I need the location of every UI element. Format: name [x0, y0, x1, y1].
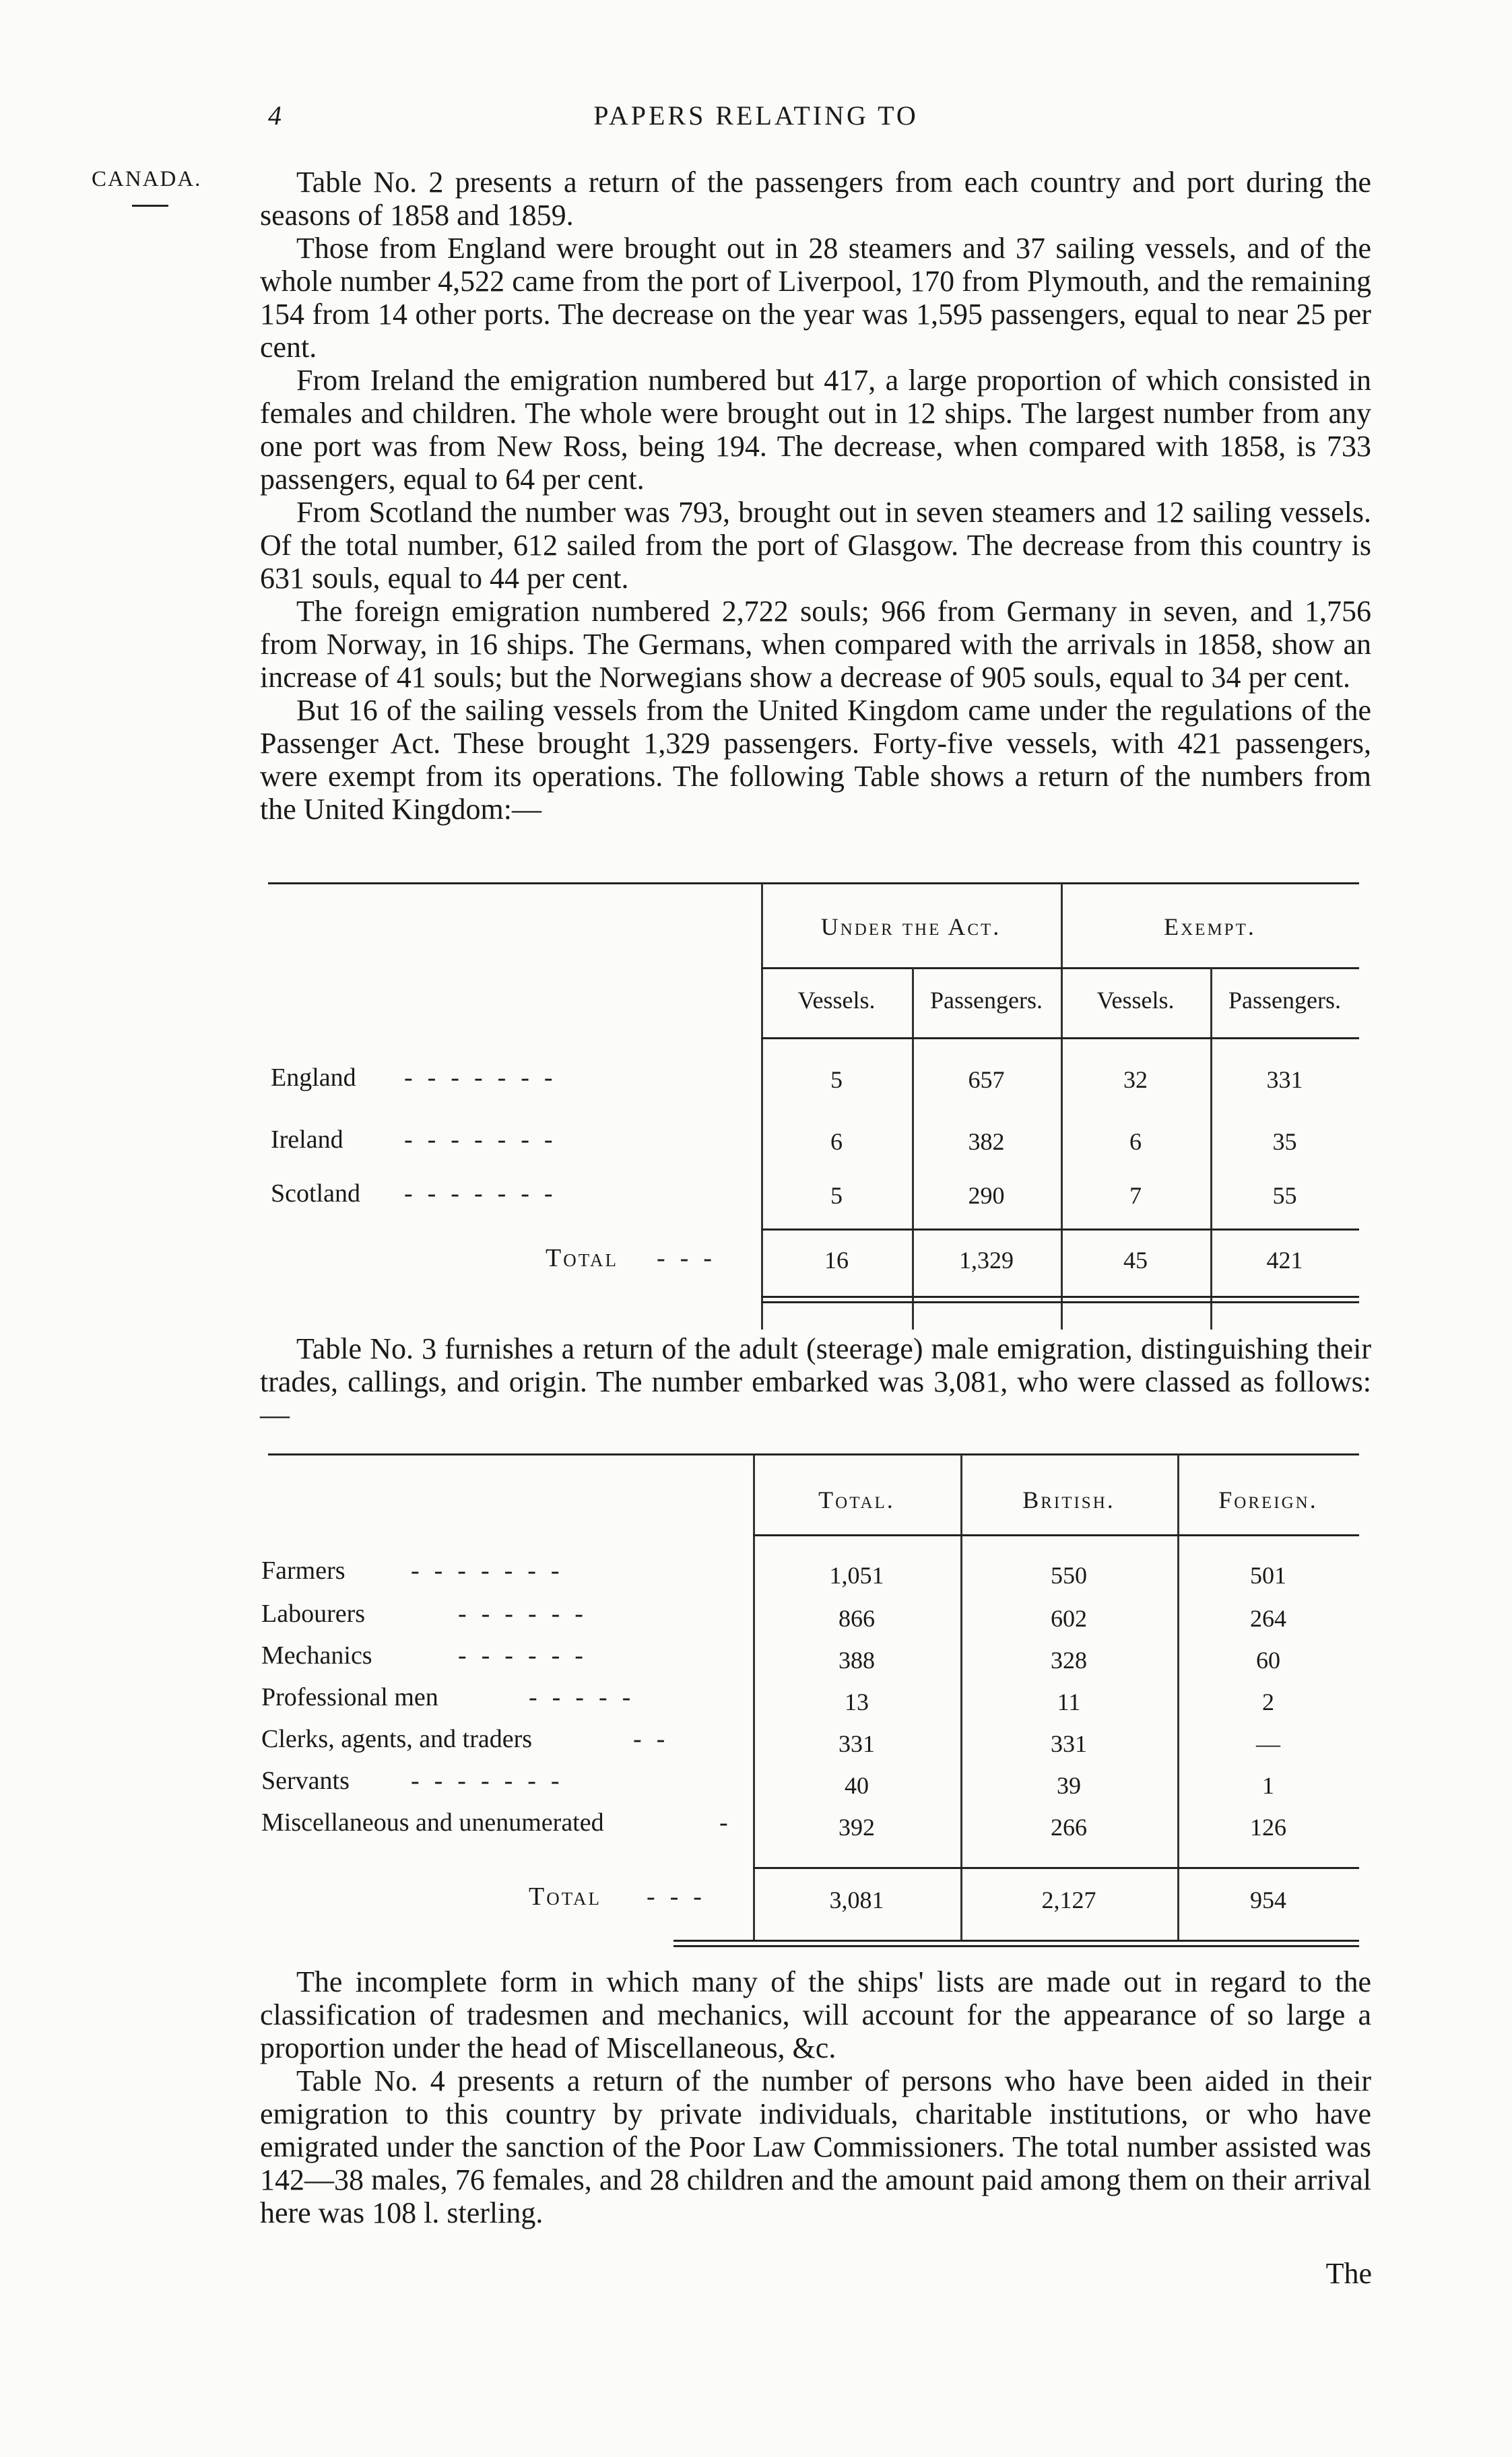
paragraph: The incomplete form in which many of the ships' lists are made out in regard to the classification of tradesmen and mechanics, will account for the appearance of so large a proportion under the head of Miscellaneous, &c. — [260, 1965, 1371, 2064]
leader-dots: - — [719, 1808, 743, 1837]
table-rule — [761, 967, 1359, 969]
table-cell: 5 — [830, 1182, 843, 1209]
table-rule — [753, 1867, 1359, 1869]
margin-dash — [132, 205, 168, 207]
table-rule — [673, 1940, 1359, 1942]
total-cell: 421 — [1266, 1247, 1303, 1274]
total-cell: 3,081 — [829, 1887, 884, 1913]
paragraph: From Ireland the emigration numbered but 417, a large proportion of which consisted in females and children. The whole were brought out in 12 ships. The largest number from any one port was from New Ross, being 194. The decrease, when compared with 1858, is 733 passengers, equal to 64 per cent. — [260, 364, 1371, 496]
leader-dots: ----- — [529, 1683, 646, 1711]
table-cell: 266 — [1051, 1814, 1087, 1841]
total-cell: 2,127 — [1041, 1887, 1096, 1913]
row-label: Servants — [261, 1767, 350, 1795]
table-rule — [753, 1534, 1359, 1536]
row-label: Farmers — [261, 1557, 346, 1585]
leader-dots: ------- — [404, 1063, 568, 1092]
margin-note: CANADA. — [92, 167, 202, 191]
table-cell: 7 — [1129, 1182, 1142, 1209]
table-cell: 40 — [845, 1772, 869, 1799]
table-cell: 392 — [839, 1814, 875, 1841]
paragraph: The foreign emigration numbered 2,722 souls; 966 from Germany in seven, and 1,756 from Norway, in 16 ships. The Germans, when compared with the arrivals in 1858, show an increase of 41 souls; but the Norwegians show a decrease of 905 souls, equal to 34 per cent. — [260, 595, 1371, 694]
table-rule — [761, 1301, 1359, 1303]
leader-dots: -- — [633, 1725, 680, 1753]
table-cell: 6 — [830, 1128, 843, 1155]
paragraph: Those from England were brought out in 28 steamers and 37 sailing vessels, and of the whole number 4,522 came from the port of Liverpool, 170 from Plymouth, and the remaining 154 from 14 other ports. The decrease on the year was 1,595 passengers, equal to near 25 per cent. — [260, 232, 1371, 364]
total-cell: 1,329 — [959, 1247, 1014, 1274]
body-text-bottom — [260, 1965, 1371, 2229]
total-cell: 954 — [1250, 1887, 1286, 1913]
leader-dots: ------- — [411, 1557, 574, 1585]
row-label: Scotland — [271, 1179, 360, 1208]
table-cell: 13 — [845, 1689, 869, 1715]
table-cell: 501 — [1250, 1562, 1286, 1589]
table-cell: 2 — [1262, 1689, 1274, 1715]
table-rule — [761, 1296, 1359, 1298]
total-label: Total — [529, 1882, 602, 1911]
row-label: Labourers — [261, 1600, 366, 1628]
table-cell: 264 — [1250, 1605, 1286, 1632]
paragraph: Table No. 4 presents a return of the number of persons who have been aided in their emigration to this country by private individuals, charitable institutions, or who have emigrated under the sanction of the Poor Law Commissioners. The total number assisted was 142—38 males, 76 females, and 28 children and the amount paid among them on their arrival here was 108 l. sterling. — [260, 2064, 1371, 2229]
table-cell: 331 — [839, 1730, 875, 1757]
table-rule — [673, 1945, 1359, 1947]
leader-dots: ------- — [411, 1767, 574, 1795]
row-label: Professional men — [261, 1683, 438, 1711]
table-cell: 39 — [1057, 1772, 1081, 1799]
table-cell: 55 — [1272, 1182, 1297, 1209]
table-cell: 6 — [1129, 1128, 1142, 1155]
header-exempt: Exempt. — [1164, 913, 1256, 940]
table-cell: 126 — [1250, 1814, 1286, 1841]
table-cell: 1,051 — [829, 1562, 884, 1589]
table-rule — [268, 1453, 1359, 1455]
table-cell: 382 — [968, 1128, 1005, 1155]
table-cell: 602 — [1051, 1605, 1087, 1632]
row-label: Mechanics — [261, 1641, 372, 1670]
leader-dots: ------- — [404, 1179, 568, 1208]
row-label: Clerks, agents, and traders — [261, 1725, 533, 1753]
table-cell: — — [1256, 1730, 1280, 1757]
header-total: Total. — [818, 1486, 895, 1513]
table-cell: 11 — [1057, 1689, 1081, 1715]
header-under-the-act: Under the Act. — [820, 913, 1001, 940]
table-cell: 60 — [1256, 1647, 1280, 1674]
body-text-mid — [260, 1332, 1371, 1431]
header-british: British. — [1022, 1486, 1115, 1513]
total-label: Total — [546, 1244, 619, 1272]
paragraph: Table No. 3 furnishes a return of the adult (steerage) male emigration, distinguishing their trades, callings, and origin. The number embarked was 3,081, who were classed as follows:— — [260, 1332, 1371, 1431]
table-cell: 35 — [1272, 1128, 1297, 1155]
paragraph: But 16 of the sailing vessels from the United Kingdom came under the regulations of the Passenger Act. These brought 1,329 passengers. Forty-five vessels, with 421 passengers, were exempt from its operations. The following Table shows a return of the numbers from the United Kingdom:— — [260, 694, 1371, 826]
table-cell: 328 — [1051, 1647, 1087, 1674]
row-label: Ireland — [271, 1125, 343, 1154]
row-label: England — [271, 1063, 356, 1092]
paragraph: From Scotland the number was 793, brought out in seven steamers and 12 sailing vessels. Of the total number, 612 sailed from the port of Glasgow. The decrease from this country is 631 souls, equal to 44 per cent. — [260, 496, 1371, 595]
leader-dots: ------- — [404, 1125, 568, 1154]
leader-dots: --- — [657, 1244, 727, 1272]
row-label: Miscellaneous and unenumerated — [261, 1808, 604, 1837]
catchword: The — [1325, 2257, 1372, 2290]
total-cell: 16 — [824, 1247, 849, 1274]
leader-dots: ------ — [458, 1600, 598, 1628]
table-cell: 5 — [830, 1066, 843, 1093]
table-cell: 550 — [1051, 1562, 1087, 1589]
table-cell: 331 — [1051, 1730, 1087, 1757]
table-cell: 290 — [968, 1182, 1005, 1209]
subheader-passengers: Passengers. — [930, 987, 1043, 1014]
table-rule — [761, 1228, 1359, 1231]
table-rule — [761, 1037, 1359, 1039]
leader-dots: ------ — [458, 1641, 598, 1670]
table-cell: 866 — [839, 1605, 875, 1632]
leader-dots: --- — [647, 1882, 717, 1911]
subheader-vessels: Vessels. — [797, 987, 876, 1014]
subheader-passengers: Passengers. — [1228, 987, 1341, 1014]
total-cell: 45 — [1123, 1247, 1148, 1274]
header-foreign: Foreign. — [1218, 1486, 1318, 1513]
body-text-top — [260, 166, 1371, 826]
table-cell: 388 — [839, 1647, 875, 1674]
paragraph: Table No. 2 presents a return of the passengers from each country and port during the seasons of 1858 and 1859. — [260, 166, 1371, 232]
page-number: 4 — [268, 100, 282, 131]
table-cell: 1 — [1262, 1772, 1274, 1799]
running-title: PAPERS RELATING TO — [593, 100, 919, 131]
table-cell: 32 — [1123, 1066, 1148, 1093]
subheader-vessels: Vessels. — [1096, 987, 1175, 1014]
table-cell: 331 — [1266, 1066, 1303, 1093]
table-rule — [268, 882, 1359, 884]
table-cell: 657 — [968, 1066, 1005, 1093]
